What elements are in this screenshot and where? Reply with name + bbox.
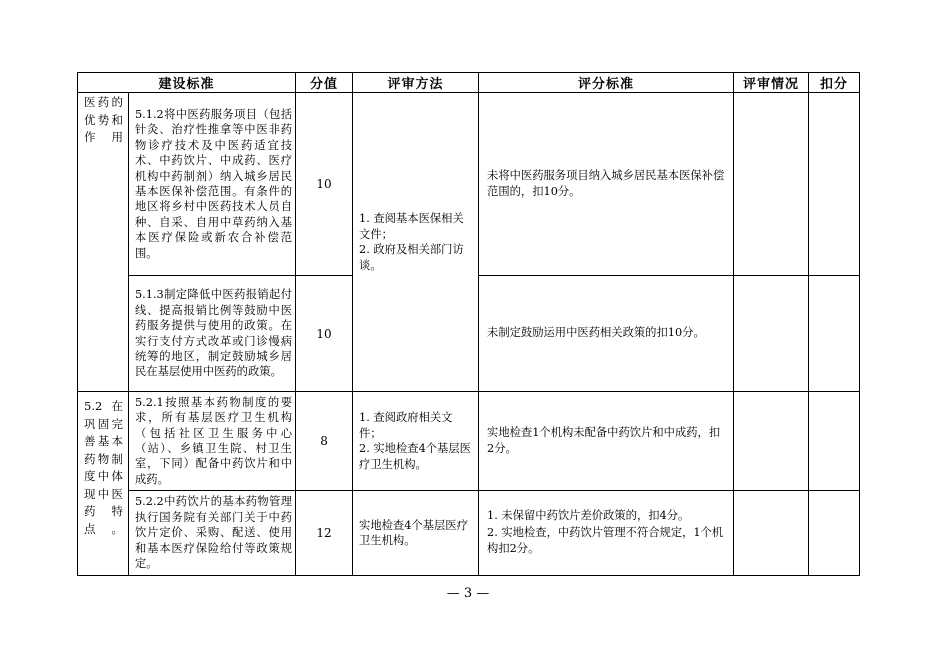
score-cell: 10: [296, 276, 353, 392]
score-cell: 12: [296, 491, 353, 576]
criteria-cell: 实地检查1个机构未配备中药饮片和中成药，扣2分。: [479, 392, 734, 491]
evaluation-table: [77, 72, 860, 576]
review-cell[interactable]: [734, 276, 809, 392]
score-cell: 10: [296, 93, 353, 276]
header-review: 评审情况: [734, 73, 809, 93]
header-standard: 建设标准: [78, 73, 296, 93]
method-line: 2. 实地检查4个基层医疗卫生机构。: [359, 442, 471, 471]
table-row: [78, 491, 860, 576]
method-cell: [353, 392, 479, 491]
deduct-cell[interactable]: [809, 491, 860, 576]
method-line: 1. 查阅基本医保相关文件；: [359, 212, 464, 241]
criteria-cell: [479, 491, 734, 576]
criteria-line: 1. 未保留中药饮片差价政策的，扣4分。: [487, 509, 690, 523]
header-deduct: 扣分: [809, 73, 860, 93]
criteria-line: 2. 实地检查，中药饮片管理不符合规定，1个机构扣2分。: [487, 525, 724, 556]
table-row: [78, 93, 860, 276]
method-line: 1. 查阅政府相关文件；: [359, 411, 453, 440]
review-cell[interactable]: [734, 93, 809, 276]
table-header-row: [78, 73, 860, 93]
header-method: 评审方法: [353, 73, 479, 93]
method-line: 2. 政府及相关部门访谈。: [359, 243, 464, 272]
method-cell: [353, 93, 479, 392]
page-number: — 3 —: [446, 586, 490, 601]
score-cell: 8: [296, 392, 353, 491]
deduct-cell[interactable]: [809, 276, 860, 392]
standard-cell: 5.1.3制定降低中医药报销起付线、提高报销比例等鼓励中医药服务提供与使用的政策。在实行支付方式改革或门诊慢病统筹的地区，制定鼓励城乡居民在基层使用中医药的政策。: [129, 276, 296, 392]
category-cell: 医药的优势和作用: [78, 93, 129, 392]
standard-cell: 5.2.2中药饮片的基本药物管理执行国务院有关部门关于中药饮片定价、采购、配送、使用和基本医疗保险给付等政策规定。: [129, 491, 296, 576]
deduct-cell[interactable]: [809, 93, 860, 276]
header-score: 分值: [296, 73, 353, 93]
deduct-cell[interactable]: [809, 392, 860, 491]
criteria-cell: 未制定鼓励运用中医药相关政策的扣10分。: [479, 276, 734, 392]
criteria-cell: 未将中医药服务项目纳入城乡居民基本医保补偿范围的，扣10分。: [479, 93, 734, 276]
standard-cell: 5.1.2将中医药服务项目（包括针灸、治疗性推拿等中医非药物诊疗技术及中医药适宜技术、中药饮片、中成药、医疗机构中药制剂）纳入城乡居民基本医保补偿范围。有条件的地区将乡村中医药技术人员自种、自采、自用中草药纳入基本医疗保险或新农合补偿范围。: [129, 93, 296, 276]
table-row: [78, 392, 860, 491]
review-cell[interactable]: [734, 491, 809, 576]
standard-cell: 5.2.1按照基本药物制度的要求，所有基层医疗卫生机构（包括社区卫生服务中心（站）、乡镇卫生院、村卫生室，下同）配备中药饮片和中成药。: [129, 392, 296, 491]
category-cell: 5.2在巩固完善基本药物制度中体现中医药特点。: [78, 392, 129, 576]
header-criteria: 评分标准: [479, 73, 734, 93]
method-cell: 实地检查4个基层医疗卫生机构。: [353, 491, 479, 576]
review-cell[interactable]: [734, 392, 809, 491]
